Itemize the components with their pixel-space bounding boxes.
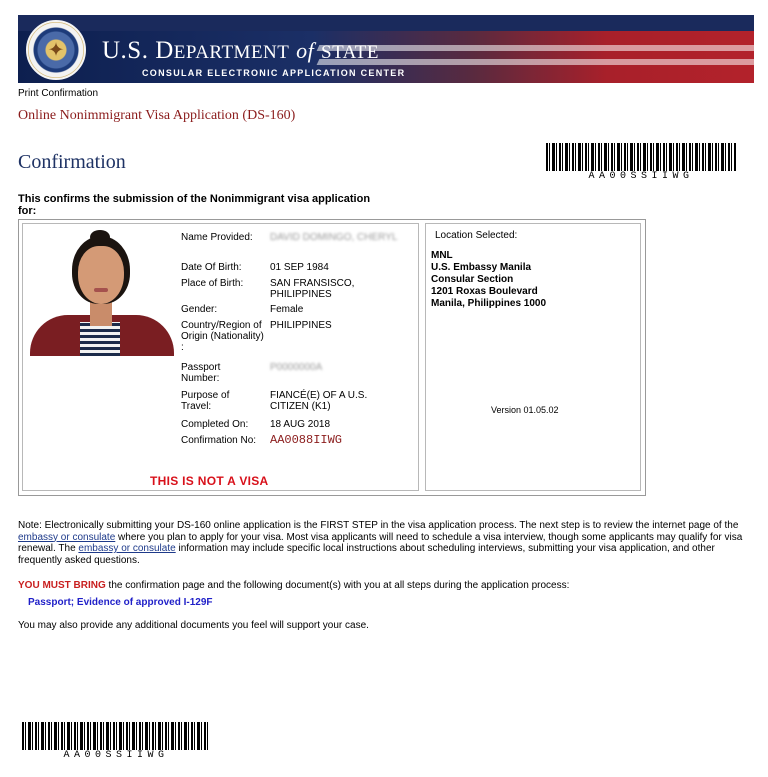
location-line-3: 1201 Roxas Boulevard xyxy=(431,286,538,297)
location-line-4: Manila, Philippines 1000 xyxy=(431,298,547,309)
required-documents: Passport; Evidence of approved I-129F xyxy=(28,597,213,608)
pob-label: Place of Birth: xyxy=(181,278,244,289)
barcode-text: AA00SSIIWG xyxy=(63,750,169,761)
embassy-consulate-link-2[interactable]: embassy or consulate xyxy=(78,543,176,554)
confirmation-number-value: AA0088IIWG xyxy=(270,433,343,447)
barcode-top xyxy=(546,143,736,182)
dob-label: Date Of Birth: xyxy=(181,262,242,273)
country-label: Country/Region of Origin (Nationality) : xyxy=(181,320,264,353)
purpose-label: Purpose of Travel: xyxy=(181,390,230,412)
embassy-consulate-link[interactable]: embassy or consulate xyxy=(18,531,116,543)
applicant-photo xyxy=(28,230,174,356)
page-title: Confirmation xyxy=(18,151,126,173)
location-code: MNL xyxy=(431,250,453,261)
barcode-bars xyxy=(22,722,210,750)
purpose-value: FIANCÉ(E) OF A U.S. CITIZEN (K1) xyxy=(270,390,368,412)
name-value: DAVID DOMINGO, CHERYL xyxy=(270,232,398,243)
application-title: Online Nonimmigrant Visa Application (DS-160) xyxy=(18,108,296,123)
location-label: Location Selected: xyxy=(435,230,518,241)
banner-top-bar xyxy=(18,15,754,31)
location-line-2: Consular Section xyxy=(431,274,514,285)
confirmation-statement: This confirms the submission of the Nonimmigrant visa application for: xyxy=(18,193,371,217)
banner-title: U.S. DEPARTMENT of STATE xyxy=(102,37,379,64)
pob-value: SAN FRANSISCO, PHILIPPINES xyxy=(270,278,355,300)
banner-subtitle: CONSULAR ELECTRONIC APPLICATION CENTER xyxy=(142,68,406,78)
banner-stripe xyxy=(317,45,754,51)
dob-value: 01 SEP 1984 xyxy=(270,262,329,273)
gender-value: Female xyxy=(270,304,304,315)
barcode-bottom xyxy=(22,722,210,761)
gender-label: Gender: xyxy=(181,304,218,315)
print-confirmation-label: Print Confirmation xyxy=(18,88,99,99)
not-a-visa-warning: THIS IS NOT A VISA xyxy=(150,474,269,488)
banner-stripe xyxy=(317,59,754,65)
country-value: PHILIPPINES xyxy=(270,320,332,331)
completed-value: 18 AUG 2018 xyxy=(270,419,331,430)
barcode-bars xyxy=(546,143,736,171)
location-line-1: U.S. Embassy Manila xyxy=(431,262,532,273)
additional-documents-note: You may also provide any additional documents you feel will support your case. xyxy=(18,620,369,631)
location-address xyxy=(431,250,546,310)
header-banner xyxy=(18,15,754,83)
state-department-seal-icon: ✦ xyxy=(26,20,86,80)
must-bring-statement: YOU MUST BRING the confirmation page and the following document(s) with you at all steps during the application process: xyxy=(18,580,570,591)
passport-value: P0000000A xyxy=(270,362,323,373)
barcode-text: AA00SSIIWG xyxy=(588,171,694,182)
passport-label: Passport Number: xyxy=(181,362,221,384)
name-label: Name Provided: xyxy=(181,232,253,243)
note-paragraph: Note: Electronically submitting your DS-160 online application is the FIRST STEP in the visa application process. The next step is to review the internet page of the embassy or consulate where you plan to apply for your visa. Most visa applicants will need to schedule a visa interview, though some applicants may qualify for visa renewal. The embassy or consulate information may include specific local instructions about scheduling interviews, submitting your visa application, and other frequently asked questions. xyxy=(18,520,743,566)
completed-label: Completed On: xyxy=(181,419,249,430)
confirmation-number-label: Confirmation No: xyxy=(181,435,257,446)
version-label: Version 01.05.02 xyxy=(491,405,559,415)
